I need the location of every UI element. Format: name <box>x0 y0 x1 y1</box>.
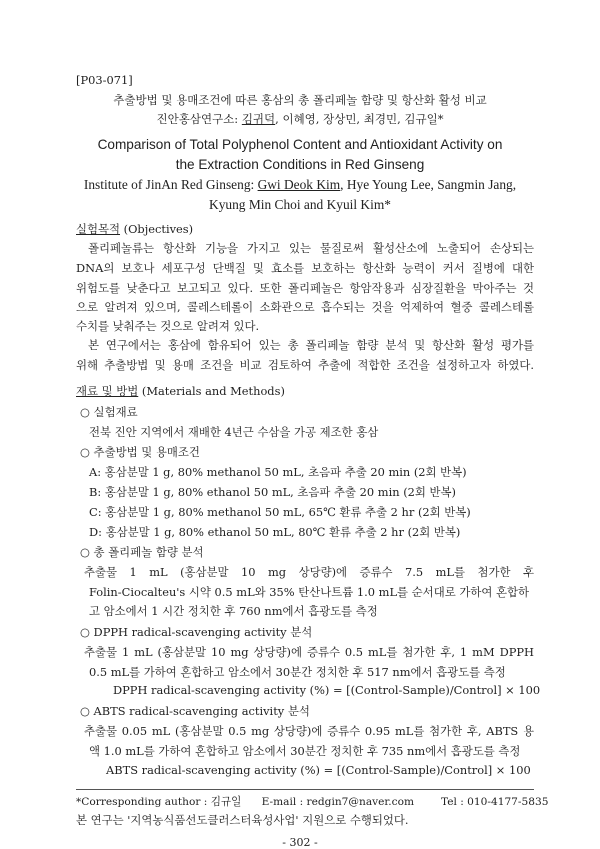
dpph-formula: DPPH radical-scavenging activity (%) = [(Control-Sample)/Control] × 100 <box>113 683 541 697</box>
material-text: 전북 진안 지역에서 재배한 4년근 수삼을 가공 제조한 홍삼 <box>89 425 379 439</box>
objectives-heading <box>76 221 193 237</box>
extraction-item-d: D: 홍삼분말 1 g, 80% ethanol 50 mL, 80℃ 환류 추출 2 hr (2회 반복) <box>89 525 461 539</box>
objectives-para1-line3: 위험도를 낮춘다고 보고되고 있다. 또한 폴리페놀은 항암작용과 심장질환을 막아주는 것 <box>76 281 534 295</box>
footnote-divider <box>76 789 534 790</box>
objectives-para2-line1: 본 연구에서는 홍삼에 함유되어 있는 총 폴리페놀 함량 분석 및 항산화 활성 평가를 <box>88 338 534 352</box>
abts-heading: ○ ABTS radical-scavenging activity 분석 <box>80 704 310 718</box>
korean-authors <box>0 111 600 127</box>
page-number: - 302 - <box>282 836 318 849</box>
objectives-para1-line4: 으로 알려져 있으며, 콜레스테롤이 소화관으로 흡수되는 것을 억제하여 혈중 콜레스테롤 <box>76 300 534 314</box>
extraction-item-b: B: 홍삼분말 1 g, 80% ethanol 50 mL, 초음파 추출 20 min (2회 반복) <box>89 485 456 499</box>
dpph-heading: ○ DPPH radical-scavenging activity 분석 <box>80 625 313 639</box>
objectives-para2-line2: 위해 추출방법 및 용매 조건을 비교 검토하여 추출에 적합한 조건을 설정하고자 하였다. <box>76 358 534 372</box>
english-title-line-1: Comparison of Total Polyphenol Content and Antioxidant Activity on <box>97 137 503 152</box>
co-authors-en: , Hye Young Lee, Sangmin Jang, <box>340 177 517 192</box>
methods-heading-en: (Materials and Methods) <box>138 384 285 398</box>
objectives-heading-ko: 실험목적 <box>76 222 121 236</box>
extraction-item-a: A: 홍삼분말 1 g, 80% methanol 50 mL, 초음파 추출 20 min (2회 반복) <box>89 465 467 479</box>
first-author-ko: 김귀덕 <box>241 112 276 126</box>
polyphenol-line-2: Folin-Ciocalteu's 시약 0.5 mL와 35% 탄산나트륨 1.0 mL를 순서대로 가하여 혼합하 <box>89 585 529 599</box>
material-heading: ○ 실험재료 <box>80 405 138 419</box>
extraction-heading: ○ 추출방법 및 용매조건 <box>80 445 200 459</box>
co-authors-ko: , 이혜영, 장상민, 최경민, 김규일* <box>275 112 444 126</box>
abts-line-2: 액 1.0 mL를 가하여 혼합하고 암소에서 30분간 정치한 후 735 nm에서 흡광도를 측정 <box>89 744 521 758</box>
corresponding-author: *Corresponding author : 김규일 E-mail : redgin7@naver.com Tel : 010-4177-5835 <box>76 796 549 808</box>
first-author-en: Gwi Deok Kim <box>257 177 341 192</box>
affiliation-ko: 진안홍삼연구소: <box>156 112 242 126</box>
korean-title: 추출방법 및 용매조건에 따른 홍삼의 총 폴리페놀 함량 및 항산화 활성 비교 <box>113 93 487 107</box>
polyphenol-line-1: 추출물 1 mL (홍삼분말 10 mg 상당량)에 증류수 7.5 mL를 첨가한 후 <box>84 565 534 579</box>
methods-heading-ko: 재료 및 방법 <box>76 384 139 398</box>
objectives-heading-en: (Objectives) <box>120 222 194 236</box>
extraction-item-c: C: 홍삼분말 1 g, 80% methanol 50 mL, 65℃ 환류 추출 2 hr (2회 반복) <box>89 505 471 519</box>
english-title-line-2: the Extraction Conditions in Red Ginseng <box>175 157 425 172</box>
methods-heading <box>76 383 285 399</box>
abts-formula: ABTS radical-scavenging activity (%) = [(Control-Sample)/Control] × 100 <box>106 763 531 777</box>
dpph-line-1: 추출물 1 mL (홍삼분말 10 mg 상당량)에 증류수 0.5 mL를 첨가한 후, 1 mM DPPH <box>84 645 534 659</box>
objectives-para1-line2: DNA의 보호나 세포구성 단백질 및 효소를 보호하는 항산화 능력이 커서 질병에 대한 <box>76 261 534 275</box>
abts-line-1: 추출물 0.05 mL (홍삼분말 0.5 mg 상당량)에 증류수 0.95 mL를 첨가한 후, ABTS 용 <box>84 724 534 738</box>
affiliation-en: Institute of JinAn Red Ginseng: <box>83 177 258 192</box>
dpph-line-2: 0.5 mL를 가하여 혼합하고 암소에서 30분간 정치한 후 517 nm에서 흡광도를 측정 <box>89 665 506 679</box>
polyphenol-heading: ○ 총 폴리페놀 함량 분석 <box>80 545 204 559</box>
polyphenol-line-3: 고 암소에서 1 시간 정치한 후 760 nm에서 흡광도를 측정 <box>89 604 378 618</box>
abstract-code: [P03-071] <box>76 73 133 87</box>
objectives-para1-line1: 폴리페놀류는 항산화 기능을 가지고 있는 물질로써 활성산소에 노출되어 손상되는 <box>88 241 534 255</box>
english-authors-line-2: Kyung Min Choi and Kyuil Kim* <box>209 197 391 212</box>
objectives-para1-line5: 수치를 낮춰주는 것으로 알려져 있다. <box>76 319 260 333</box>
funding-note: 본 연구는 '지역농식품선도클러스터육성사업' 지원으로 수행되었다. <box>76 813 409 827</box>
english-authors-line-1 <box>0 177 600 193</box>
